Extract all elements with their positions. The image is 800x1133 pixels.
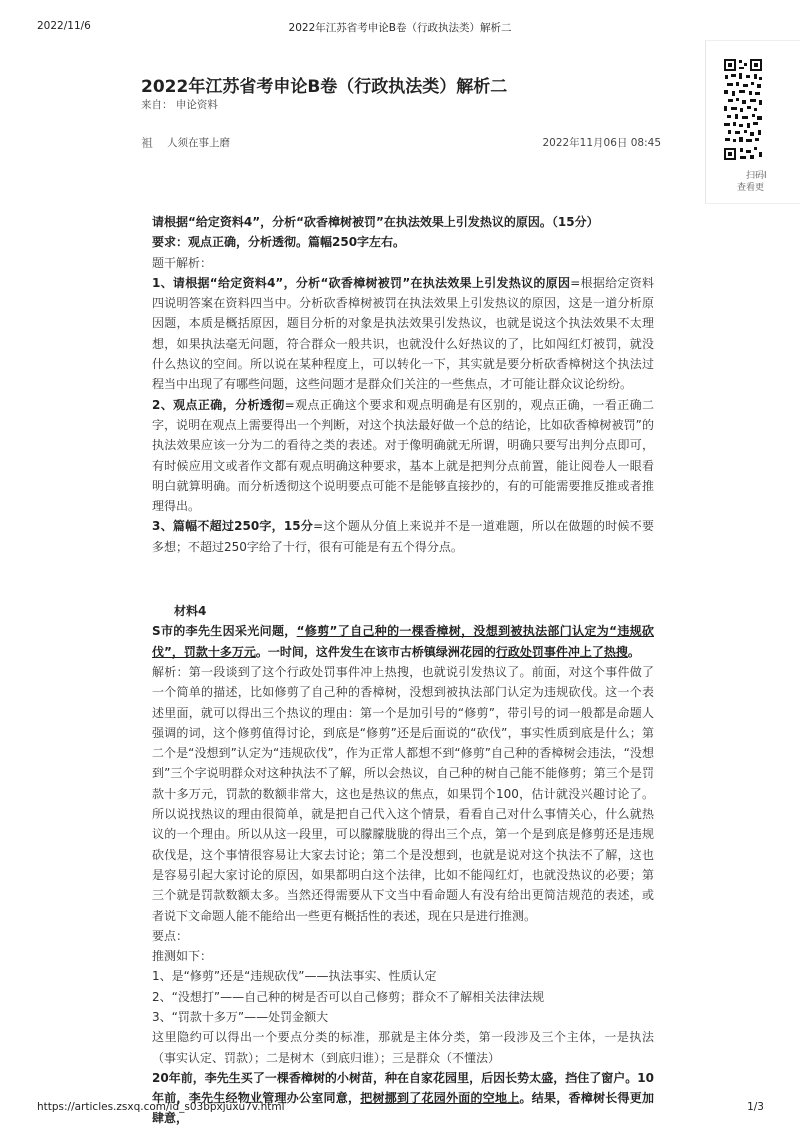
- inference-point-2: 2、“没想打”——自己种的树是否可以自己修剪；群众不了解相关法律法规: [152, 989, 545, 1004]
- material-next-b1: 20年前，李先生买了一棵香樟树的小树苗，种在自家花园里，后因长势太盛，挡住了窗户。10年前，李先生经物业管理办公室同意，: [152, 1070, 654, 1106]
- article-title: 2022年江苏省考申论B卷（行政执法类）解析二: [141, 77, 508, 97]
- analysis-point-1-text: =根据给定资料四说明答案在资料四当中。分析砍香樟树被罚在执法效果上引发热议的原因，这是一道分析原因题，本质是概括原因，题目分析的对象是执法效果引发热议，也就是说这个执法效果不太理想，如果执法毫无问题，符合群众一般共识，也就没什么好热议的了，比如闯红灯被罚，就没什么热议的空间。所以说在某种程度上，可以转化一下，其实就是要分析砍香樟树这个执法过程当中出现了有哪些问题，这些问题才是群众们关注的一些焦点，才可能让群众议论纷纷。: [152, 275, 655, 392]
- analysis-intro: 题干解析：: [152, 255, 213, 270]
- qr-caption-scan: 扫码l: [746, 171, 767, 181]
- analysis-point-2-text: =观点正确这个要求和观点明确是有区别的，观点正确，一看正确二字，说明在观点上需要得出一个判断，对这个执法最好做一个总的结论，比如砍香樟树被罚”的执法效果应该一分为二的看待之类的表述。对于像明确就无所谓，明确只要写出判分点即可，有时候应用文或者作文都有观点明确这种要求，基本上就是把判分点前置，能让阅卷人一眼看明白就算明确。而分析透彻这个说明要点可能不是能够直接抄的，有的可能需要推反推或者推理得出。: [152, 397, 654, 514]
- print-footer-url: https://articles.zsxq.com/id_s03bpxjuxu7v.html: [37, 1101, 285, 1113]
- inference-point-3: 3、“罚款十多万”——处罚金额大: [152, 1009, 329, 1024]
- material-excerpt-s2-underlined: 行政处罚事件冲上了热搜: [495, 644, 628, 659]
- analysis-point-1-heading: 1、请根据“给定资料4”，分析“砍香樟树被罚”在执法效果上引发热议的原因: [152, 275, 571, 290]
- qr-panel[interactable]: [705, 40, 800, 204]
- print-page-number: 1/3: [747, 1101, 764, 1113]
- analysis-point-3-text: =这个题从分值上来说并不是一道难题，所以在做题的时候不要多想；不超过250字给了十行，很有可能是有五个得分点。: [152, 519, 654, 554]
- question-requirement: 要求：观点正确，分析透彻。篇幅250字左右。: [152, 235, 406, 250]
- inference-label: 推测如下：: [152, 949, 213, 964]
- qr-code-icon: [722, 57, 764, 162]
- analysis-point-2: [152, 395, 654, 517]
- author-avatar-icon[interactable]: 袓: [141, 136, 154, 150]
- material-excerpt-s2: 。一时间，这件发生在该市古桥镇绿洲花园的: [255, 644, 496, 659]
- material-next-paragraph: [152, 1068, 654, 1129]
- classification-note: 这里隐约可以得出一个要点分类的标准，那就是主体分类，第一段涉及三个主体，一是执法（事实认定、罚款）；二是树木（到底归谁）；三是群众（不懂法）: [152, 1030, 654, 1065]
- material-excerpt-s1: S市的李先生因采光问题，: [152, 624, 297, 639]
- analysis-point-3: [152, 516, 654, 557]
- article-source[interactable]: 来自： 申论资料: [141, 99, 218, 111]
- analysis-point-2-heading: 2、观点正确，分析透彻: [152, 397, 285, 412]
- material-label: 材料4: [174, 604, 207, 619]
- inference-point-1: 1、是“修剪”还是“违规砍伐”——执法事实、性质认定: [152, 969, 437, 984]
- analysis-point-1: [152, 273, 654, 395]
- question-text: 请根据“给定资料4”，分析“砍香樟树被罚”在执法效果上引发热议的原因。（15分）: [152, 215, 599, 229]
- author-name[interactable]: 人须在事上磨: [167, 137, 230, 149]
- material-excerpt-s3: 。: [627, 644, 640, 659]
- analysis-point-3-heading: 3、篇幅不超过250字，15分: [152, 519, 314, 534]
- article-body: [152, 212, 654, 1129]
- print-header-title: 2022年江苏省考申论B卷（行政执法类）解析二: [288, 22, 512, 34]
- material-excerpt-s1-underlined: “修剪”了自己种的一棵香樟树，没想到被执法部门认定为“违规砍伐”，罚款十多万元: [152, 624, 654, 659]
- material-excerpt: [152, 621, 654, 662]
- material-next-b2: 。结果，香樟树长得更加肆意，: [152, 1091, 654, 1126]
- publish-datetime: 2022年11月06日 08:45: [542, 137, 661, 149]
- spacer: [152, 557, 654, 601]
- material-analysis: 解析：第一段谈到了这个行政处罚事件冲上热搜，也就说引发热议了。前面，对这个事件做了一个简单的描述，比如修剪了自己种的香樟树，没想到被执法部门认定为违规砍伐。这一个表述里面，就可以得出三个热议的理由：第一个是加引号的“修剪”，带引号的词一般都是命题人强调的词，这个修剪值得讨论，到底是“修剪”还是后面说的“砍伐”，事实性质到底是什么；第二个是“没想到”认定为“违规砍伐”，作为正常人都想不到“修剪”自己种的香樟树会违法，“没想到”三个字说明群众对这种执法不了解，所以会热议，自己种的树自己能不能修剪；第三个是罚款十多万元，罚款的数额非常大，这也是热议的焦点，如果罚个100，估计就没兴趣讨论了。所以说找热议的理由很简单，就是把自己代入这个情景，看看自己对什么事情关心，什么就热议的一个理由。所以从这一段里，可以朦朦胧胧的得出三个点，第一个是到底是修剪还是违规砍伐是，这个事情很容易让大家去讨论；第二个是没想到，也就是说对这个执法不了解，这也是容易引起大家讨论的原因，如果都明白这个法律，比如不能闯红灯，也就没热议的必要；第三个就是罚款数额太多。当然还得需要从下文当中看命题人有没有给出更简洁规范的表述，或者说下文命题人能不能给出一些更有概括性的表述，现在只是进行推测。: [152, 664, 654, 923]
- material-next-underlined: 把树挪到了花园外面的空地上: [360, 1091, 520, 1106]
- qr-caption-more: 查看更: [737, 183, 765, 193]
- author-row: [141, 134, 661, 152]
- print-date: 2022/11/6: [37, 20, 91, 32]
- points-label: 要点：: [152, 928, 189, 943]
